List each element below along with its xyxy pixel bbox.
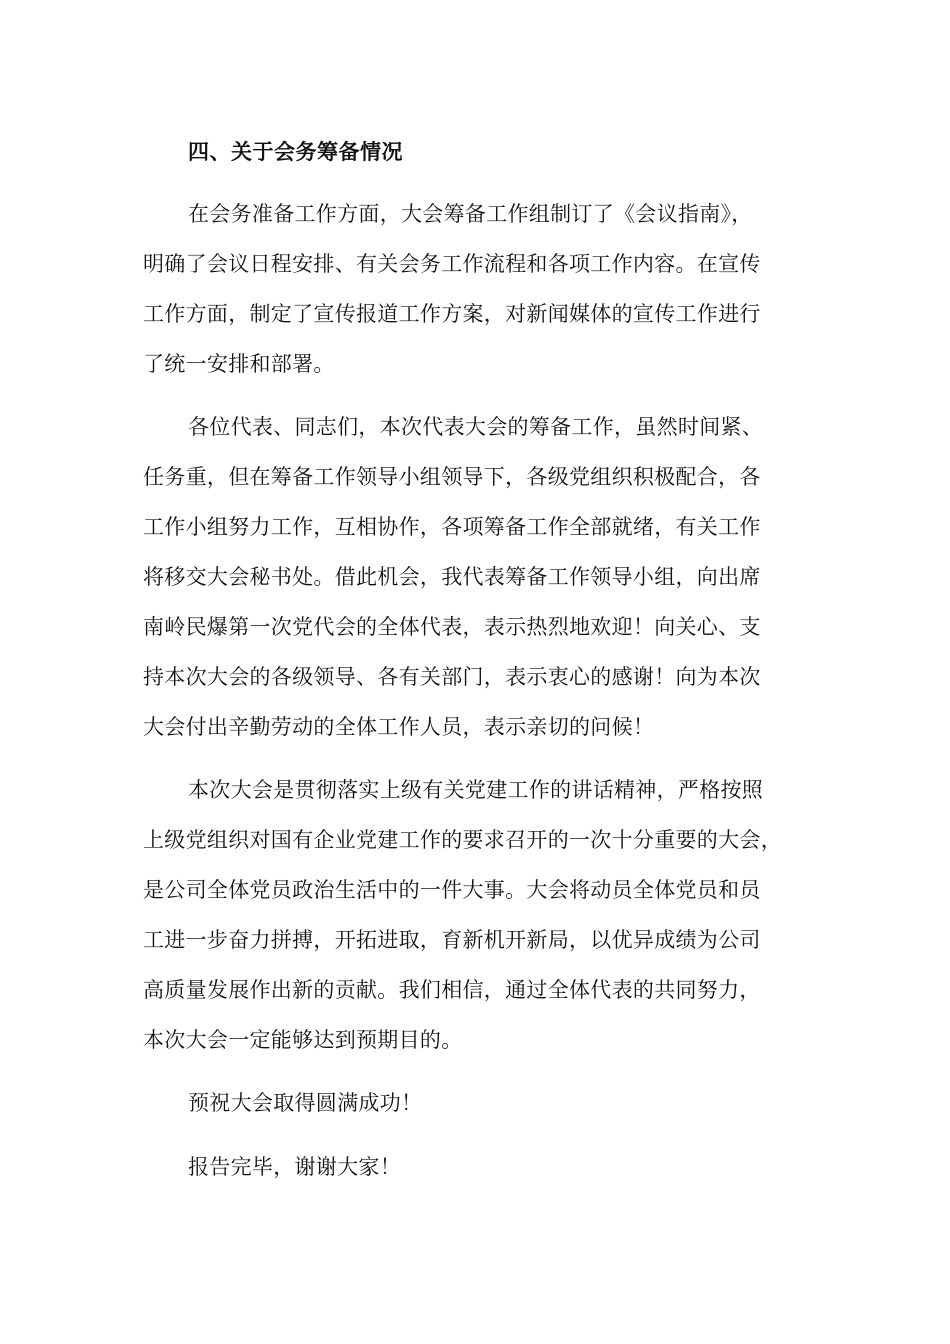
paragraph-closing [143,1142,807,1192]
paragraph-line: 任务重，但在筹备工作领导小组领导下，各级党组织积极配合，各 [143,465,761,489]
paragraph-line: 在会务准备工作方面，大会筹备工作组制订了《会议指南》， [188,202,753,226]
paragraph-line: 明确了会议日程安排、有关会务工作流程和各项工作内容。在宣传 [143,252,761,276]
paragraph-line: 上级党组织对国有企业党建工作的要求召开的一次十分重要的大会， [143,828,782,852]
paragraph-wish-success [143,1078,807,1128]
paragraph-line: 持本次大会的各级领导、各有关部门，表示衷心的感谢！向为本次 [143,665,761,689]
paragraph-greetings [143,402,807,752]
paragraph-line: 工进一步奋力拼搏，开拓进取，育新机开新局，以优异成绩为公司 [143,928,761,952]
paragraph-line: 了统一安排和部署。 [143,352,335,376]
paragraph-line: 南岭民爆第一次党代会的全体代表，表示热烈地欢迎！向关心、支 [143,615,761,639]
paragraph-line: 本次大会一定能够达到预期目的。 [143,1028,463,1052]
paragraph-line: 高质量发展作出新的贡献。我们相信，通过全体代表的共同努力， [143,978,761,1002]
paragraph-line: 大会付出辛勤劳动的全体工作人员，表示亲切的问候！ [143,715,655,739]
paragraph-line: 报告完毕，谢谢大家！ [188,1155,401,1179]
paragraph-meeting-preparation [143,189,807,389]
paragraph-line: 工作方面，制定了宣传报道工作方案，对新闻媒体的宣传工作进行 [143,302,761,326]
paragraph-line: 预祝大会取得圆满成功！ [188,1091,423,1115]
paragraph-line: 工作小组努力工作，互相协作，各项筹备工作全部就绪，有关工作 [143,515,761,539]
paragraph-line: 是公司全体党员政治生活中的一件大事。大会将动员全体党员和员 [143,878,761,902]
paragraph-line: 将移交大会秘书处。借此机会，我代表筹备工作领导小组，向出席 [143,565,761,589]
paragraph-line: 本次大会是贯彻落实上级有关党建工作的讲话精神，严格按照 [188,778,764,802]
paragraph-significance [143,765,807,1065]
paragraph-line: 各位代表、同志们，本次代表大会的筹备工作，虽然时间紧、 [188,415,764,439]
section-heading: 四、关于会务筹备情况 [188,140,403,164]
document-body [143,132,807,1206]
